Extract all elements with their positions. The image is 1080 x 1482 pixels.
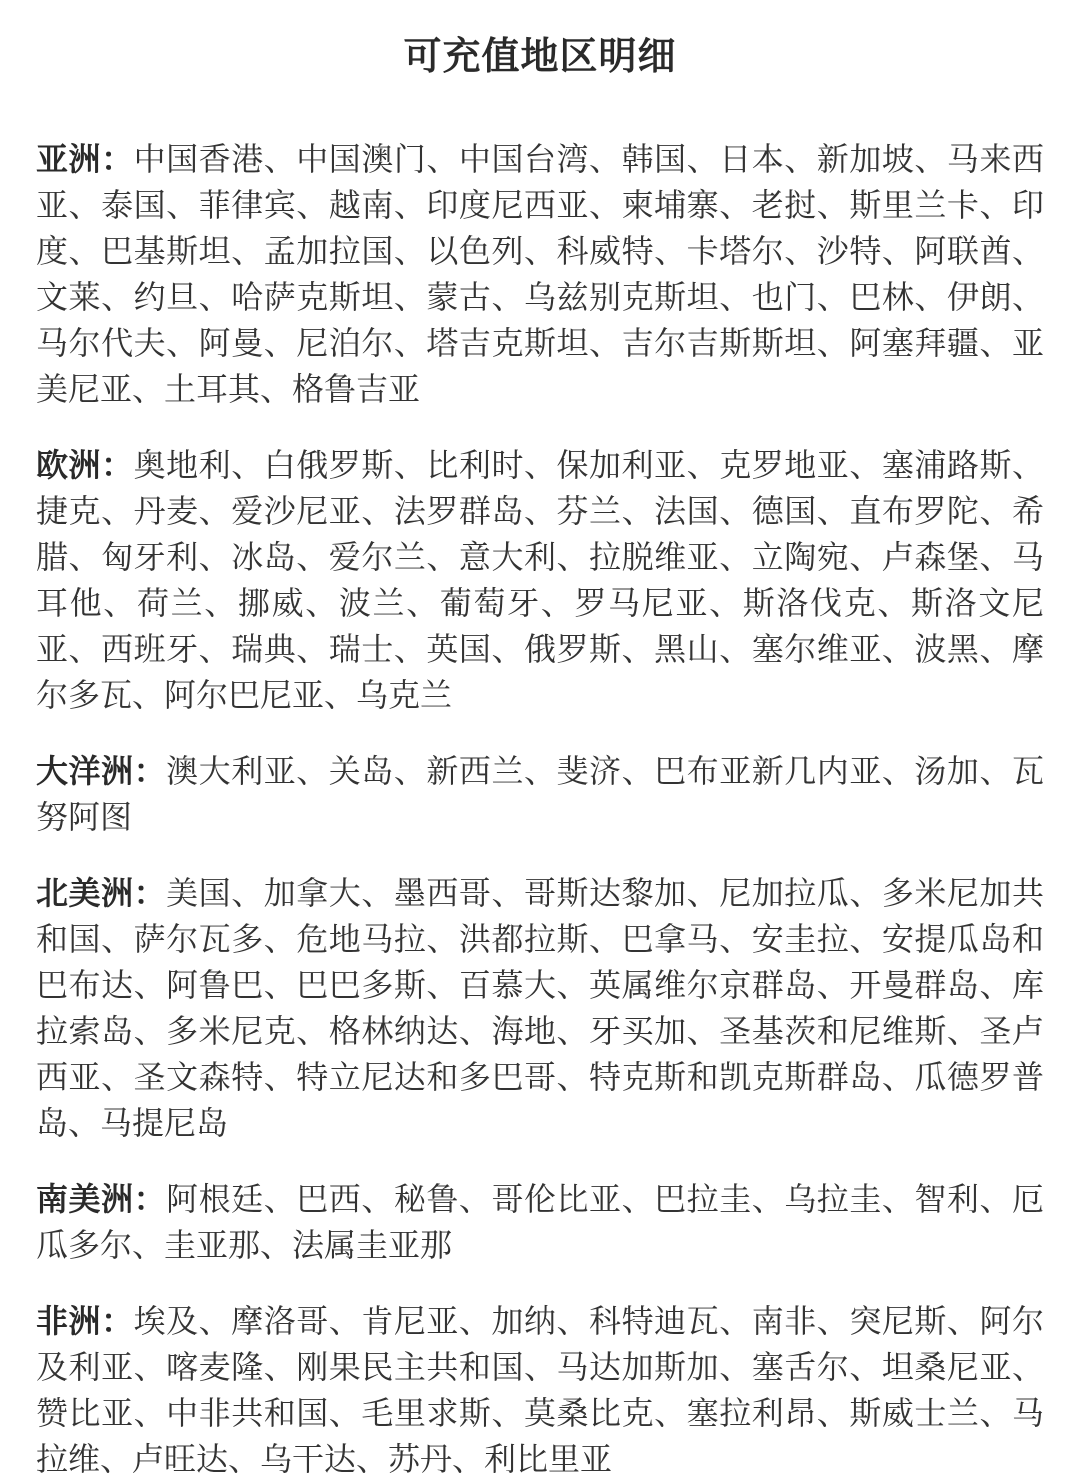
region-countries: 埃及、摩洛哥、肯尼亚、加纳、科特迪瓦、南非、突尼斯、阿尔及利亚、喀麦隆、刚果民主共和国、马达加斯加、塞舌尔、坦桑尼亚、赞比亚、中非共和国、毛里求斯、莫桑比克、塞拉利昂、斯威士兰、马拉维、卢旺达、乌干达、苏丹、利比里亚 — [36, 1302, 1044, 1478]
region-label: 欧洲： — [36, 446, 134, 484]
region-label: 非洲： — [36, 1302, 134, 1340]
region-countries: 美国、加拿大、墨西哥、哥斯达黎加、尼加拉瓜、多米尼加共和国、萨尔瓦多、危地马拉、洪都拉斯、巴拿马、安圭拉、安提瓜岛和巴布达、阿鲁巴、巴巴多斯、百慕大、英属维尔京群岛、开曼群岛、库拉索岛、多米尼克、格林纳达、海地、牙买加、圣基茨和尼维斯、圣卢西亚、圣文森特、特立尼达和多巴哥、特克斯和凯克斯群岛、瓜德罗普岛、马提尼岛 — [36, 874, 1044, 1142]
region-countries: 奥地利、白俄罗斯、比利时、保加利亚、克罗地亚、塞浦路斯、捷克、丹麦、爱沙尼亚、法罗群岛、芬兰、法国、德国、直布罗陀、希腊、匈牙利、冰岛、爱尔兰、意大利、拉脱维亚、立陶宛、卢森堡、马耳他、荷兰、挪威、波兰、葡萄牙、罗马尼亚、斯洛伐克、斯洛文尼亚、西班牙、瑞典、瑞士、英国、俄罗斯、黑山、塞尔维亚、波黑、摩尔多瓦、阿尔巴尼亚、乌克兰 — [36, 446, 1044, 714]
region-asia — [36, 136, 1044, 412]
region-south-america — [36, 1176, 1044, 1268]
region-countries: 澳大利亚、关岛、新西兰、斐济、巴布亚新几内亚、汤加、瓦努阿图 — [36, 752, 1044, 836]
region-label: 大洋洲： — [36, 752, 167, 790]
region-label: 南美洲： — [36, 1180, 167, 1218]
page-title: 可充值地区明细 — [403, 34, 677, 78]
region-countries: 阿根廷、巴西、秘鲁、哥伦比亚、巴拉圭、乌拉圭、智利、厄瓜多尔、圭亚那、法属圭亚那 — [36, 1180, 1044, 1264]
region-label: 亚洲： — [36, 140, 134, 178]
region-north-america — [36, 870, 1044, 1146]
region-label: 北美洲： — [36, 874, 167, 912]
region-europe — [36, 442, 1044, 718]
region-countries: 中国香港、中国澳门、中国台湾、韩国、日本、新加坡、马来西亚、泰国、菲律宾、越南、印度尼西亚、柬埔寨、老挝、斯里兰卡、印度、巴基斯坦、孟加拉国、以色列、科威特、卡塔尔、沙特、阿联酋、文莱、约旦、哈萨克斯坦、蒙古、乌兹别克斯坦、也门、巴林、伊朗、马尔代夫、阿曼、尼泊尔、塔吉克斯坦、吉尔吉斯斯坦、阿塞拜疆、亚美尼亚、土耳其、格鲁吉亚 — [36, 140, 1044, 408]
region-africa — [36, 1298, 1044, 1482]
region-oceania — [36, 748, 1044, 840]
